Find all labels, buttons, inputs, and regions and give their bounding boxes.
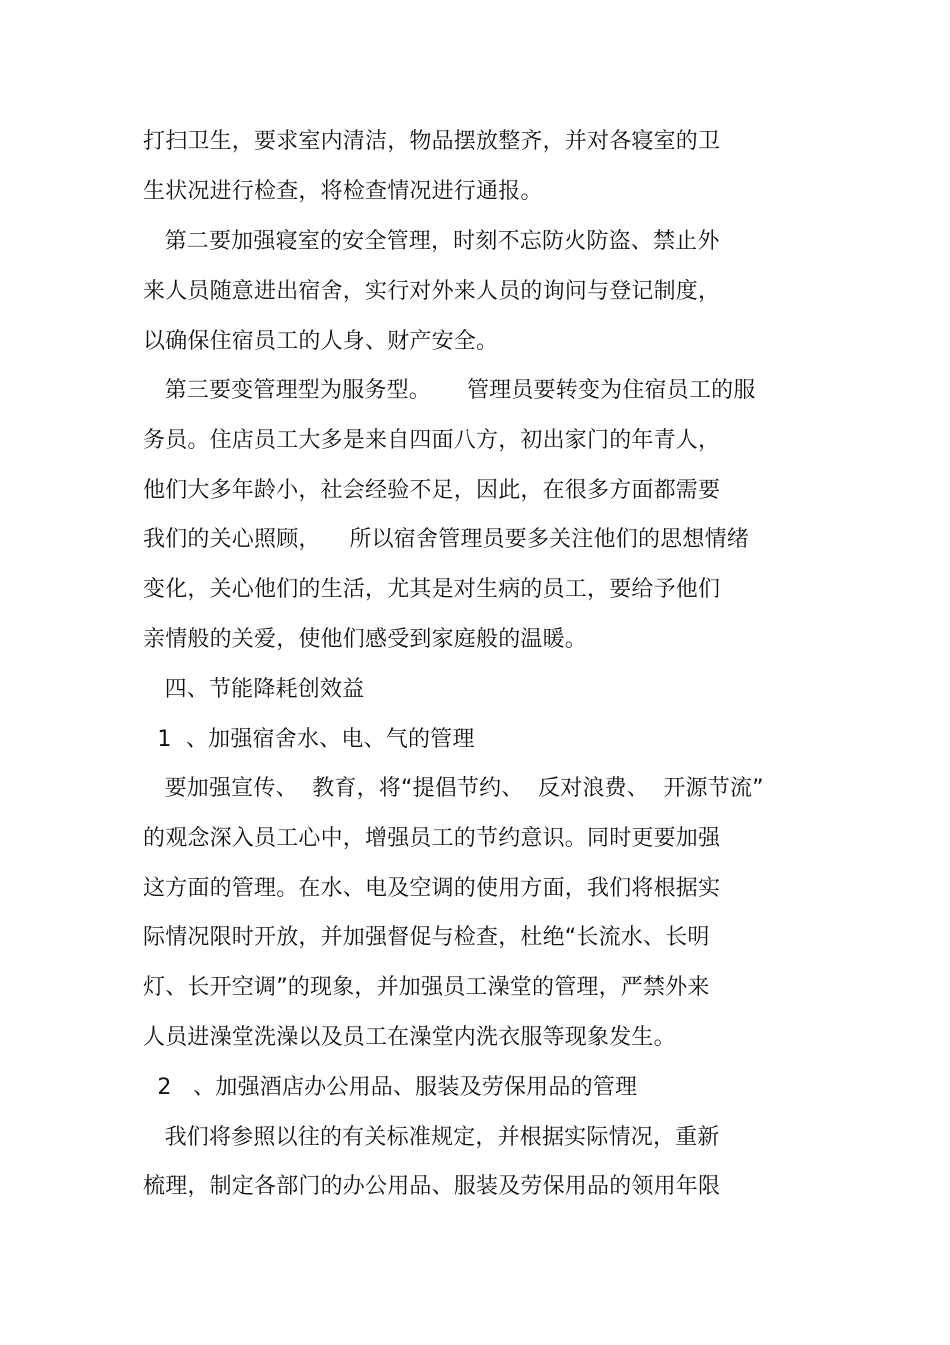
text-line: 他们大多年龄小，社会经验不足，因此，在很多方面都需要 (143, 478, 721, 503)
subsection-heading: 1 、加强宿舍水、电、气的管理 (143, 727, 475, 752)
text-line: 人员进澡堂洗澡以及员工在澡堂内洗衣服等现象发生。 (143, 1025, 676, 1050)
text-line: 亲情般的关爱，使他们感受到家庭般的温暖。 (143, 627, 588, 652)
text-line: 要加强宣传、 教育，将“提倡节约、 反对浪费、 开源节流” (143, 776, 764, 801)
text-line: 以确保住宿员工的人身、财产安全。 (143, 329, 499, 354)
text-line: 打扫卫生，要求室内清洁，物品摆放整齐，并对各寝室的卫 (143, 129, 721, 154)
text-line: 我们的关心照顾， 所以宿舍管理员要多关注他们的思想情绪 (143, 527, 749, 552)
text-line: 我们将参照以往的有关标准规定，并根据实际情况，重新 (143, 1125, 720, 1150)
text-line: 梳理，制定各部门的办公用品、服装及劳保用品的领用年限 (143, 1174, 721, 1199)
section-heading: 四、节能降耗创效益 (143, 677, 365, 702)
text-line: 第三要变管理型为服务型。 管理员要转变为住宿员工的服 (143, 378, 756, 403)
subsection-heading: 2 、加强酒店办公用品、服装及劳保用品的管理 (143, 1075, 638, 1100)
text-line: 变化，关心他们的生活，尤其是对生病的员工，要给予他们 (143, 577, 721, 602)
text-line: 的观念深入员工心中，增强员工的节约意识。同时更要加强 (143, 826, 721, 851)
text-line: 来人员随意进出宿舍，实行对外来人员的询问与登记制度， (143, 279, 721, 304)
text-line: 际情况限时开放，并加强督促与检查，杜绝“长流水、长明 (143, 925, 710, 950)
text-line: 务员。住店员工大多是来自四面八方，初出家门的年青人， (143, 428, 721, 453)
text-line: 生状况进行检查，将检查情况进行通报。 (143, 179, 543, 204)
text-line: 灯、长开空调”的现象，并加强员工澡堂的管理，严禁外来 (143, 975, 710, 1000)
text-line: 这方面的管理。在水、电及空调的使用方面，我们将根据实 (143, 876, 721, 901)
text-line: 第二要加强寝室的安全管理，时刻不忘防火防盗、禁止外 (143, 229, 720, 254)
